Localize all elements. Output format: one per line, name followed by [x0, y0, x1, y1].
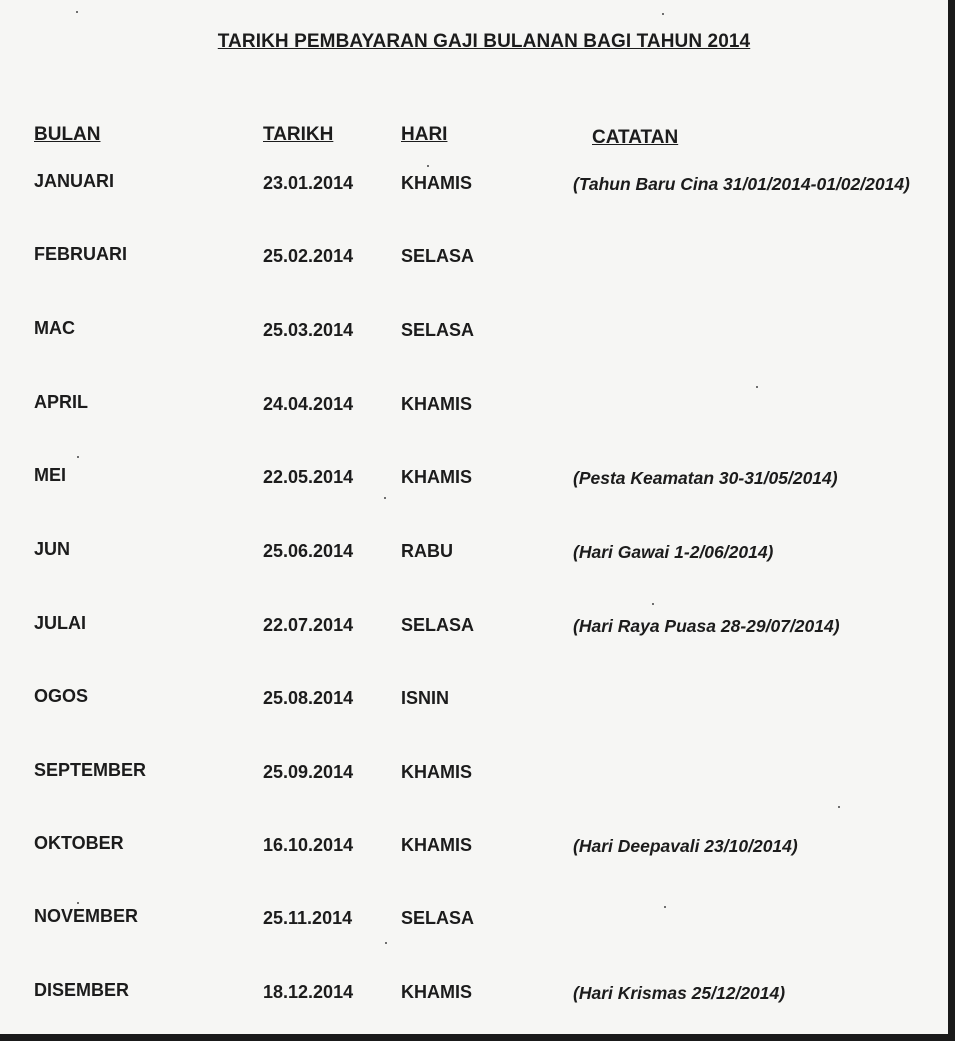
- cell-tarikh: 22.07.2014: [263, 615, 354, 635]
- cell-hari: SELASA: [401, 246, 475, 266]
- cell-bulan: JULAI: [34, 613, 87, 633]
- cell-hari: KHAMIS: [401, 762, 472, 782]
- cell-bulan: DISEMBER: [34, 980, 130, 1000]
- table-row-jun: [0, 539, 948, 569]
- table-row-mac: [0, 318, 948, 348]
- header-tarikh: TARIKH: [263, 124, 334, 145]
- cell-tarikh: 25.11.2014: [263, 908, 353, 928]
- cell-tarikh: 22.05.2014: [263, 467, 354, 487]
- cell-tarikh: 25.09.2014: [263, 762, 354, 782]
- cell-bulan: APRIL: [34, 392, 88, 412]
- cell-hari: ISNIN: [401, 688, 450, 708]
- cell-hari: KHAMIS: [401, 835, 472, 855]
- cell-bulan: MEI: [34, 465, 67, 485]
- scan-speck: [77, 456, 79, 458]
- cell-bulan: NOVEMBER: [34, 906, 139, 926]
- table-row-september: [0, 760, 948, 790]
- cell-catatan: (Hari Gawai 1-2/06/2014): [573, 542, 774, 562]
- cell-hari: KHAMIS: [401, 173, 472, 193]
- cell-tarikh: 23.01.2014: [263, 173, 354, 193]
- cell-bulan: FEBRUARI: [34, 244, 127, 264]
- scan-speck: [756, 386, 758, 388]
- cell-bulan: OKTOBER: [34, 833, 124, 853]
- cell-catatan: (Hari Raya Puasa 28-29/07/2014): [573, 616, 840, 636]
- cell-hari: KHAMIS: [401, 982, 472, 1002]
- header-hari: HARI: [401, 124, 448, 145]
- table-row-januari: [0, 171, 948, 201]
- scan-speck: [77, 902, 79, 904]
- document-title: TARIKH PEMBAYARAN GAJI BULANAN BAGI TAHUN 2014: [217, 31, 751, 52]
- cell-tarikh: 25.06.2014: [263, 541, 354, 561]
- header-bulan: BULAN: [34, 124, 101, 145]
- scan-speck: [76, 11, 78, 13]
- table-row-oktober: [0, 833, 948, 863]
- scan-speck: [385, 942, 387, 944]
- cell-tarikh: 25.02.2014: [263, 246, 354, 266]
- cell-hari: KHAMIS: [401, 467, 472, 487]
- table-row-februari: [0, 244, 948, 274]
- header-catatan: CATATAN: [592, 127, 679, 148]
- cell-bulan: OGOS: [34, 686, 89, 706]
- scan-speck: [662, 13, 664, 15]
- scan-speck: [427, 165, 429, 167]
- cell-catatan: (Hari Deepavali 23/10/2014): [573, 836, 798, 856]
- table-row-mei: [0, 465, 948, 495]
- cell-bulan: MAC: [34, 318, 75, 338]
- table-row-disember: [0, 980, 948, 1010]
- table-row-ogos: [0, 686, 948, 716]
- scan-speck: [838, 806, 840, 808]
- cell-bulan: SEPTEMBER: [34, 760, 147, 780]
- cell-catatan: (Pesta Keamatan 30-31/05/2014): [573, 468, 838, 488]
- cell-hari: KHAMIS: [401, 394, 472, 414]
- cell-bulan: JUN: [34, 539, 71, 559]
- cell-bulan: JANUARI: [34, 171, 115, 191]
- cell-tarikh: 25.08.2014: [263, 688, 354, 708]
- cell-tarikh: 25.03.2014: [263, 320, 354, 340]
- cell-catatan: (Tahun Baru Cina 31/01/2014-01/02/2014): [573, 174, 910, 194]
- cell-tarikh: 16.10.2014: [263, 835, 354, 855]
- cell-hari: SELASA: [401, 908, 475, 928]
- table-row-november: [0, 906, 948, 936]
- cell-tarikh: 18.12.2014: [263, 982, 354, 1002]
- table-row-julai: [0, 613, 948, 643]
- table-row-april: [0, 392, 948, 422]
- cell-catatan: (Hari Krismas 25/12/2014): [573, 983, 786, 1003]
- cell-tarikh: 24.04.2014: [263, 394, 354, 414]
- cell-hari: RABU: [401, 541, 453, 561]
- scan-speck: [384, 497, 386, 499]
- scan-speck: [652, 603, 654, 605]
- scan-speck: [664, 906, 666, 908]
- cell-hari: SELASA: [401, 615, 475, 635]
- cell-hari: SELASA: [401, 320, 475, 340]
